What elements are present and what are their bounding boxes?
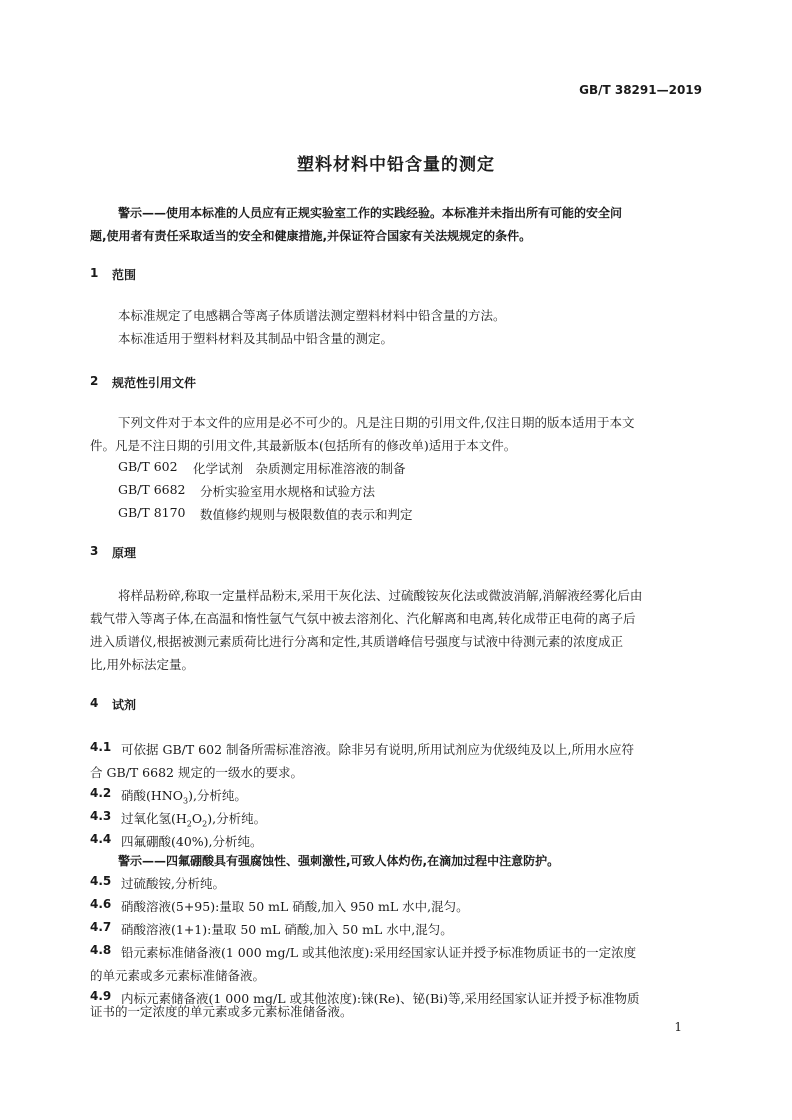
warning-line-2: 题,使用者有责任采取适当的安全和健康措施,并保证符合国家有关法规规定的条件。 (90, 229, 532, 243)
item-4-1-number: 4.1 (90, 740, 112, 754)
section-2-number: 2 (90, 374, 99, 388)
item-4-2-number: 4.2 (90, 786, 112, 800)
section-2-paragraph-line-1: 下列文件对于本文件的应用是必不可少的。凡是注日期的引用文件,仅注日期的版本适用于本文 (118, 415, 635, 430)
reference-code: GB/T 602 (118, 459, 178, 474)
section-3-line-3: 进入质谱仪,根据被测元素质荷比进行分离和定性,其质谱峰信号强度与试液中待测元素的浓度成正 (90, 634, 623, 649)
item-4-2-text: 硝酸$(HNO_3)$,分析纯。 (121, 788, 247, 806)
section-1-paragraph-2: 本标准适用于塑料材料及其制品中铅含量的测定。 (118, 331, 394, 346)
page-number: 1 (674, 1020, 682, 1034)
item-4-5-text: 过硫酸铵,分析纯。 (121, 876, 225, 891)
item-4-6-text: 硝酸溶液(5+95):量取 50 mL 硝酸,加入 950 mL 水中,混匀。 (121, 899, 469, 914)
section-2-title: 规范性引用文件 (112, 376, 197, 390)
section-1-paragraph-1: 本标准规定了电感耦合等离子体质谱法测定塑料材料中铅含量的方法。 (118, 308, 506, 323)
section-3-line-1: 将样品粉碎,称取一定量样品粉末,采用干灰化法、过硫酸铵灰化法或微波消解,消解液经雾化后由 (118, 588, 643, 603)
section-1-number: 1 (90, 266, 99, 280)
reference-code: GB/T 8170 (118, 505, 186, 520)
section-4-title: 试剂 (112, 698, 137, 712)
item-4-9-line-2: 证书的一定浓度的单元素或多元素标准储备液。 (90, 1004, 353, 1019)
section-3-title: 原理 (112, 546, 137, 560)
reference-name: 数值修约规则与极限数值的表示和判定 (200, 507, 413, 522)
page-title: 塑料材料中铅含量的测定 (297, 155, 495, 175)
item-4-8-number: 4.8 (90, 943, 112, 957)
section-3-number: 3 (90, 544, 99, 558)
reference-code: GB/T 6682 (118, 482, 186, 497)
item-4-7-number: 4.7 (90, 920, 112, 934)
item-4-9-line-1: 内标元素储备液(1 000 mg/L 或其他浓度):铼(Re)、铋(Bi)等,采用经国家认证并授予标准物质 (121, 991, 640, 1006)
item-4-9-number: 4.9 (90, 989, 112, 1003)
reference-name: 化学试剂 杂质测定用标准溶液的制备 (193, 461, 406, 476)
item-4-7-text: 硝酸溶液(1+1):量取 50 mL 硝酸,加入 50 mL 水中,混匀。 (121, 922, 453, 937)
section-2-paragraph-line-2: 件。凡是不注日期的引用文件,其最新版本(包括所有的修改单)适用于本文件。 (90, 438, 517, 453)
item-4-3-text: 过氧化氢$(H_2O_2)$,分析纯。 (121, 811, 267, 829)
reference-name: 分析实验室用水规格和试验方法 (200, 484, 376, 499)
section-4-number: 4 (90, 696, 99, 710)
item-4-6-number: 4.6 (90, 897, 112, 911)
section-3-line-2: 载气带入等离子体,在高温和惰性氩气气氛中被去溶剂化、汽化解离和电离,转化成带正电荷的离子后 (90, 611, 636, 626)
item-4-4-text: 四氟硼酸(40%),分析纯。 (121, 834, 263, 849)
item-4-4-number: 4.4 (90, 832, 112, 846)
standard-code: GB/T 38291—2019 (579, 83, 702, 97)
section-3-line-4: 比,用外标法定量。 (90, 657, 194, 672)
item-4-1-line-1: 可依据 GB/T 602 制备所需标准溶液。除非另有说明,所用试剂应为优级纯及以上,所用水应符 (121, 742, 634, 757)
item-4-1-line-2: 合 GB/T 6682 规定的一级水的要求。 (90, 765, 303, 780)
section-1-title: 范围 (112, 268, 137, 282)
item-4-3-number: 4.3 (90, 809, 112, 823)
item-4-8-line-1: 铅元素标准储备液(1 000 mg/L 或其他浓度):采用经国家认证并授予标准物质证书的一定浓度 (121, 945, 637, 960)
warning-4-4: 警示——四氟硼酸具有强腐蚀性、强刺激性,可致人体灼伤,在滴加过程中注意防护。 (118, 854, 560, 868)
item-4-5-number: 4.5 (90, 874, 112, 888)
warning-line-1: 警示——使用本标准的人员应有正规实验室工作的实践经验。本标准并未指出所有可能的安全问 (118, 206, 623, 220)
item-4-8-line-2: 的单元素或多元素标准储备液。 (90, 968, 266, 983)
